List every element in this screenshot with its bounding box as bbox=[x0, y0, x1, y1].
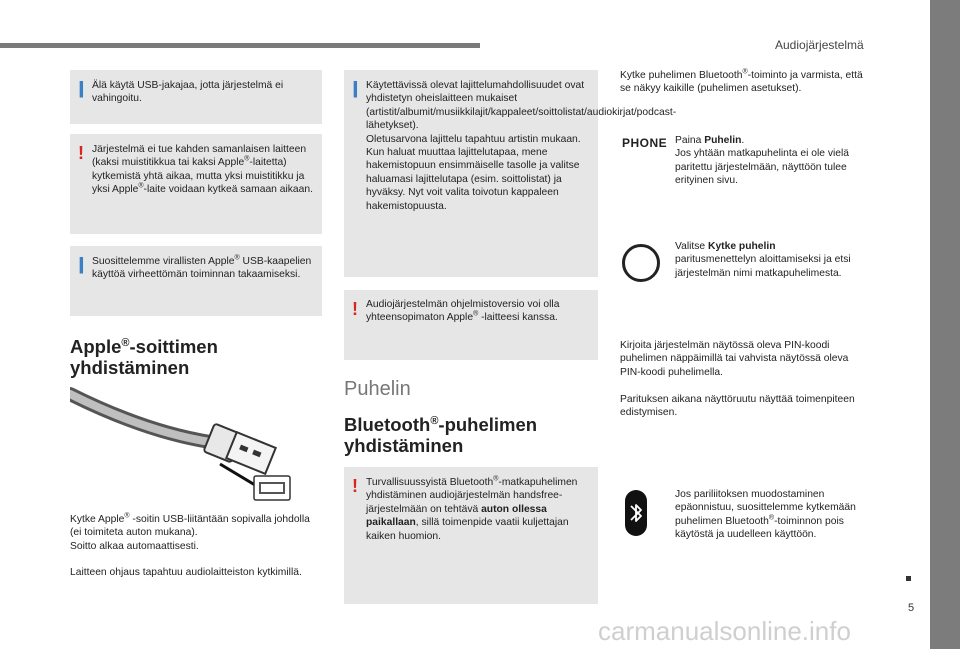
end-marker bbox=[906, 576, 911, 581]
info-box-apple-cable bbox=[70, 246, 322, 316]
watermark: carmanualsonline.info bbox=[598, 616, 851, 646]
paragraph-connect-apple: Kytke Apple® -soitin USB-liitäntään sopivalla johdolla (ei toimiteta auton mukana). Soitto alkaa automaattisesti. bbox=[70, 512, 310, 552]
step-press-phone: Paina Puhelin. Jos yhtään matkapuhelinta ei ole vielä paritettu järjestelmään, näyttöön tulee erityinen sivu. bbox=[675, 135, 850, 187]
info-text: Käytettävissä olevat lajittelumahdollisuudet ovat yhdistetyn oheislaitteen mukaiset (artistit/albumit/musiikkilajit/kappaleet/soittolistat/audiokirjat/podcast-lähetykset). Oletusarvona lajittelu tapahtuu artistin mukaan. Kun haluat muuttaa lajittelutapaa, mene hakemistopuun ensimmäiselle tasolle ja valitse haluamasi lajittelutapa (esim. soittolistat) ja hyväksy. Nyt voit valita toivotun kappaleen hakemistopuusta. bbox=[366, 80, 677, 212]
warning-box-two-devices bbox=[70, 134, 322, 234]
warning-text: Järjestelmä ei tue kahden samanlaisen laitteen (kaksi muistitikkua tai kaksi Apple®-laitetta) kytkemistä yhtä aikaa, mutta yksi muistitikku ja yksi Apple®-laite voidaan kytkeä samaan aikaan. bbox=[92, 144, 313, 196]
info-box-usb-hub bbox=[70, 70, 322, 124]
paragraph-progress: Parituksen aikana näyttöruutu näyttää toimenpiteen edistymisen. bbox=[620, 394, 855, 419]
warning-box-safety bbox=[344, 467, 598, 604]
heading-bluetooth-connect: Bluetooth®-puhelimen yhdistäminen bbox=[344, 414, 538, 456]
phone-button-label: PHONE bbox=[622, 136, 668, 150]
paragraph-bluetooth-retry: Jos pariliitoksen muodostaminen epäonnistuu, suosittelemme kytkemään puhelimen Bluetooth®-toiminnon pois käytöstä ja uudelleen käyttöön. bbox=[675, 489, 856, 541]
info-icon: ǀ bbox=[352, 78, 359, 99]
section-header: Audiojärjestelmä bbox=[775, 38, 864, 52]
info-icon: ǀ bbox=[78, 254, 85, 275]
top-rule bbox=[0, 43, 480, 48]
step-connect-phone: Valitse Kytke puhelin paritusmenettelyn aloittamiseksi ja etsi järjestelmän nimi matkapuhelimesta. bbox=[675, 241, 851, 279]
paragraph-enable-bluetooth: Kytke puhelimen Bluetooth®-toiminto ja varmista, että se näkyy kaikille (puhelimen asetukset). bbox=[620, 68, 863, 95]
paragraph-pin: Kirjoita järjestelmän näytössä oleva PIN-koodi puhelimen näppäimillä tai vahvista näytössä oleva PIN-koodi puhelimella. bbox=[620, 340, 849, 378]
warning-text: Audiojärjestelmän ohjelmistoversio voi olla yhteensopimaton Apple® -laitteesi kanssa. bbox=[366, 299, 560, 324]
usb-cable-illustration bbox=[70, 384, 300, 504]
bluetooth-icon bbox=[625, 490, 647, 536]
info-icon: ǀ bbox=[78, 78, 85, 99]
heading-apple-connect: Apple®-soittimen yhdistäminen bbox=[70, 336, 218, 378]
warning-text: Turvallisuussyistä Bluetooth®-matkapuhelimen yhdistäminen audiojärjestelmän handsfree-järjestelmään on tehtävä auton ollessa paikallaan, sillä toimenpide vaatii kuljettajan kaiken huomion. bbox=[366, 475, 578, 542]
round-button-icon bbox=[622, 244, 660, 282]
paragraph-control: Laitteen ohjaus tapahtuu audiolaitteiston kytkimillä. bbox=[70, 567, 302, 578]
warning-icon: ! bbox=[352, 299, 358, 319]
side-strip bbox=[930, 0, 960, 649]
warning-icon: ! bbox=[352, 476, 358, 496]
warning-icon: ! bbox=[78, 143, 84, 163]
page-number: 5 bbox=[908, 602, 915, 614]
warning-box-software bbox=[344, 290, 598, 360]
section-title-phone: Puhelin bbox=[344, 378, 411, 400]
info-text: Suosittelemme virallisten Apple® USB-kaapelien käyttöä virheettömän toiminnan takaamiseksi. bbox=[92, 254, 312, 281]
info-text: Älä käytä USB-jakajaa, jotta järjestelmä ei vahingoitu. bbox=[92, 80, 284, 105]
